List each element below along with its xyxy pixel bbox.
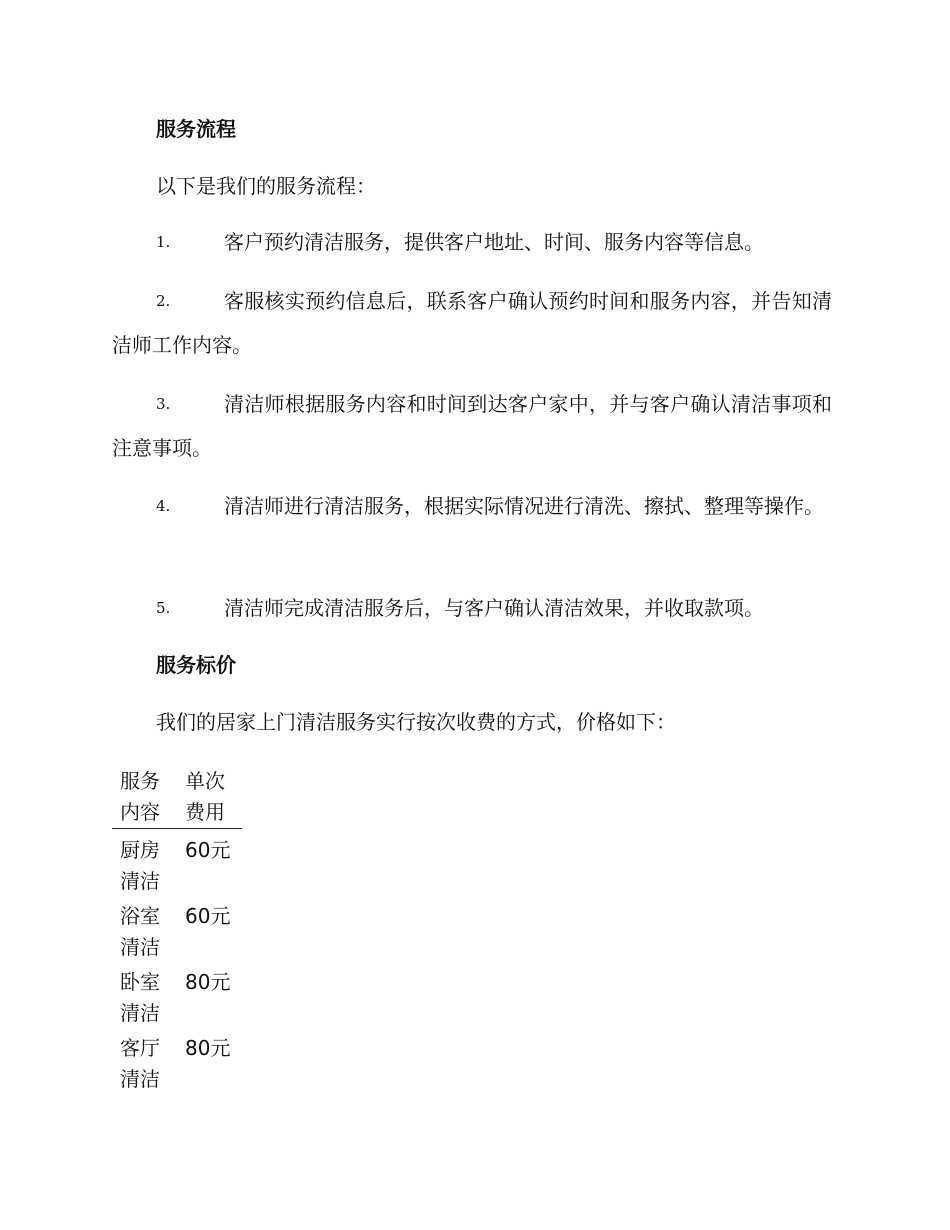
pricing-intro: 我们的居家上门清洁服务实行按次收费的方式，价格如下： <box>156 710 676 734</box>
process-step <box>112 484 832 528</box>
step-number: 2. <box>156 292 171 310</box>
step-number: 1. <box>156 233 171 251</box>
process-step <box>112 586 832 630</box>
table-cell-service: 客厅清洁 <box>120 1036 160 1091</box>
process-step <box>112 220 832 264</box>
table-row <box>112 965 242 1031</box>
table-cell-fee: 60元 <box>185 838 231 862</box>
process-step <box>112 382 832 470</box>
step-number: 5. <box>156 599 171 617</box>
column-header-fee: 单次费用 <box>177 762 242 829</box>
table-cell-service: 卧室清洁 <box>120 970 160 1025</box>
step-text: 客服核实预约信息后，联系客户确认预约时间和服务内容，并告知清洁师工作内容。 <box>112 289 832 357</box>
step-text: 客户预约清洁服务，提供客户地址、时间、服务内容等信息。 <box>224 230 764 254</box>
column-header-service: 服务内容 <box>112 762 177 829</box>
step-text: 清洁师进行清洁服务，根据实际情况进行清洗、擦拭、整理等操作。 <box>224 494 824 518</box>
step-text: 清洁师完成清洁服务后，与客户确认清洁效果，并收取款项。 <box>224 596 764 620</box>
table-header-row <box>112 762 242 829</box>
table-row <box>112 829 242 900</box>
step-text: 清洁师根据服务内容和时间到达客户家中，并与客户确认清洁事项和注意事项。 <box>112 392 832 460</box>
table-cell-fee: 80元 <box>185 970 231 994</box>
table-cell-fee: 80元 <box>185 1036 231 1060</box>
table-row <box>112 1031 242 1097</box>
section-heading-service-pricing: 服务标价 <box>156 653 236 677</box>
table-cell-service: 浴室清洁 <box>120 904 160 959</box>
step-number: 4. <box>156 497 171 515</box>
table-cell-service: 厨房清洁 <box>120 838 160 893</box>
process-intro: 以下是我们的服务流程： <box>156 174 376 198</box>
process-step <box>112 279 832 367</box>
section-heading-service-process: 服务流程 <box>156 117 236 141</box>
price-table <box>112 762 242 1097</box>
step-number: 3. <box>156 395 171 413</box>
table-cell-fee: 60元 <box>185 904 231 928</box>
table-row <box>112 899 242 965</box>
